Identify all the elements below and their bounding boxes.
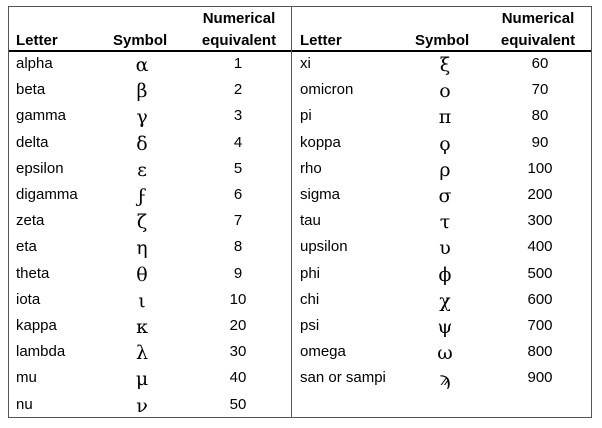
right-letter-name: rho [300, 159, 322, 177]
left-numerical-value: 9 [233, 264, 243, 282]
left-letter-name: nu [16, 395, 33, 413]
left-letter-name: gamma [16, 107, 67, 125]
right-letter-name: san or sampi [300, 369, 386, 387]
right-letter-symbol: ϙ [439, 132, 451, 155]
right-letter-name: pi [300, 107, 312, 125]
left-letter-name: eta [16, 238, 37, 256]
left-letter-symbol: ι [138, 289, 146, 312]
right-letter-name: phi [300, 264, 321, 282]
right-numerical-value: 600 [527, 290, 553, 308]
left-numerical-value: 7 [233, 212, 243, 230]
left-numerical-value: 10 [229, 290, 247, 308]
header-numerical-left-1: Numerical [202, 10, 276, 27]
header-symbol-right: Symbol [415, 32, 470, 49]
right-letter-name: psi [300, 317, 320, 334]
left-letter-name: epsilon [16, 159, 64, 177]
right-numerical-value: 800 [527, 343, 553, 361]
left-letter-symbol: γ [136, 106, 148, 129]
left-letter-symbol: ϝ [137, 185, 147, 207]
right-letter-symbol: ϡ [439, 368, 451, 391]
left-numerical-value: 40 [229, 369, 247, 387]
left-letter-name: alpha [16, 55, 53, 72]
left-letter-name: mu [16, 369, 37, 387]
header-numerical-right-2: equivalent [500, 32, 576, 49]
left-numerical-value: 30 [229, 343, 247, 361]
right-letter-symbol: ω [437, 342, 453, 365]
header-rule-right [292, 50, 591, 52]
right-letter-name: sigma [300, 186, 341, 203]
left-numerical-value: 1 [233, 55, 243, 72]
right-letter-name: chi [300, 290, 320, 308]
header-letter-left: Letter [16, 32, 58, 49]
right-letter-symbol: τ [439, 211, 451, 234]
left-letter-symbol: η [136, 237, 148, 260]
right-numerical-value: 900 [527, 369, 553, 387]
header-symbol-left: Symbol [113, 32, 168, 49]
left-letter-symbol: λ [135, 342, 149, 365]
right-numerical-value: 80 [531, 107, 549, 125]
right-letter-symbol: π [438, 106, 452, 129]
left-numerical-value: 2 [233, 81, 243, 99]
right-numerical-value: 300 [527, 212, 553, 230]
left-letter-symbol: μ [135, 368, 149, 391]
right-numerical-value: 70 [531, 81, 549, 99]
left-letter-symbol: δ [136, 132, 148, 155]
right-letter-symbol: ϕ [438, 263, 452, 286]
right-letter-symbol: χ [439, 289, 451, 312]
right-numerical-value: 90 [531, 133, 549, 151]
left-numerical-value: 8 [233, 238, 243, 256]
right-numerical-value: 700 [527, 317, 553, 334]
left-numerical-value: 3 [233, 107, 243, 125]
left-letter-symbol: κ [136, 316, 148, 338]
right-letter-name: xi [300, 55, 311, 72]
column-divider [291, 6, 292, 418]
right-letter-name: koppa [300, 133, 341, 151]
right-numerical-value: 60 [531, 55, 549, 72]
left-letter-symbol: ζ [136, 211, 148, 234]
right-numerical-value: 100 [527, 159, 553, 177]
right-letter-symbol: σ [438, 185, 452, 207]
right-letter-symbol: υ [439, 237, 451, 260]
left-letter-symbol: α [135, 54, 149, 76]
right-letter-name: tau [300, 212, 321, 230]
right-letter-symbol: ο [439, 80, 451, 103]
right-letter-name: omega [300, 343, 346, 361]
right-numerical-value: 400 [527, 238, 553, 256]
header-numerical-right-1: Numerical [501, 10, 575, 27]
right-numerical-value: 500 [527, 264, 553, 282]
left-letter-name: zeta [16, 212, 45, 230]
left-letter-name: lambda [16, 343, 66, 361]
right-letter-symbol: ρ [439, 158, 451, 181]
left-letter-name: kappa [16, 317, 57, 334]
right-letter-symbol: ξ [439, 54, 451, 76]
left-letter-name: iota [16, 290, 41, 308]
left-letter-name: delta [16, 133, 49, 151]
left-numerical-value: 50 [229, 395, 247, 413]
left-letter-symbol: β [136, 80, 148, 103]
left-letter-symbol: θ [136, 263, 148, 286]
right-numerical-value: 200 [527, 186, 553, 203]
right-letter-name: upsilon [300, 238, 348, 256]
left-letter-name: theta [16, 264, 50, 282]
left-letter-symbol: ν [136, 394, 148, 417]
left-numerical-value: 20 [229, 317, 247, 334]
left-numerical-value: 6 [233, 186, 243, 203]
header-rule-left [9, 50, 291, 52]
header-letter-right: Letter [300, 32, 342, 49]
header-numerical-left-2: equivalent [201, 32, 277, 49]
left-numerical-value: 4 [233, 133, 243, 151]
left-numerical-value: 5 [233, 159, 243, 177]
left-letter-symbol: ε [137, 158, 147, 181]
right-letter-symbol: ψ [437, 316, 453, 338]
right-letter-name: omicron [300, 81, 354, 99]
left-letter-name: beta [16, 81, 46, 99]
left-letter-name: digamma [16, 186, 78, 203]
